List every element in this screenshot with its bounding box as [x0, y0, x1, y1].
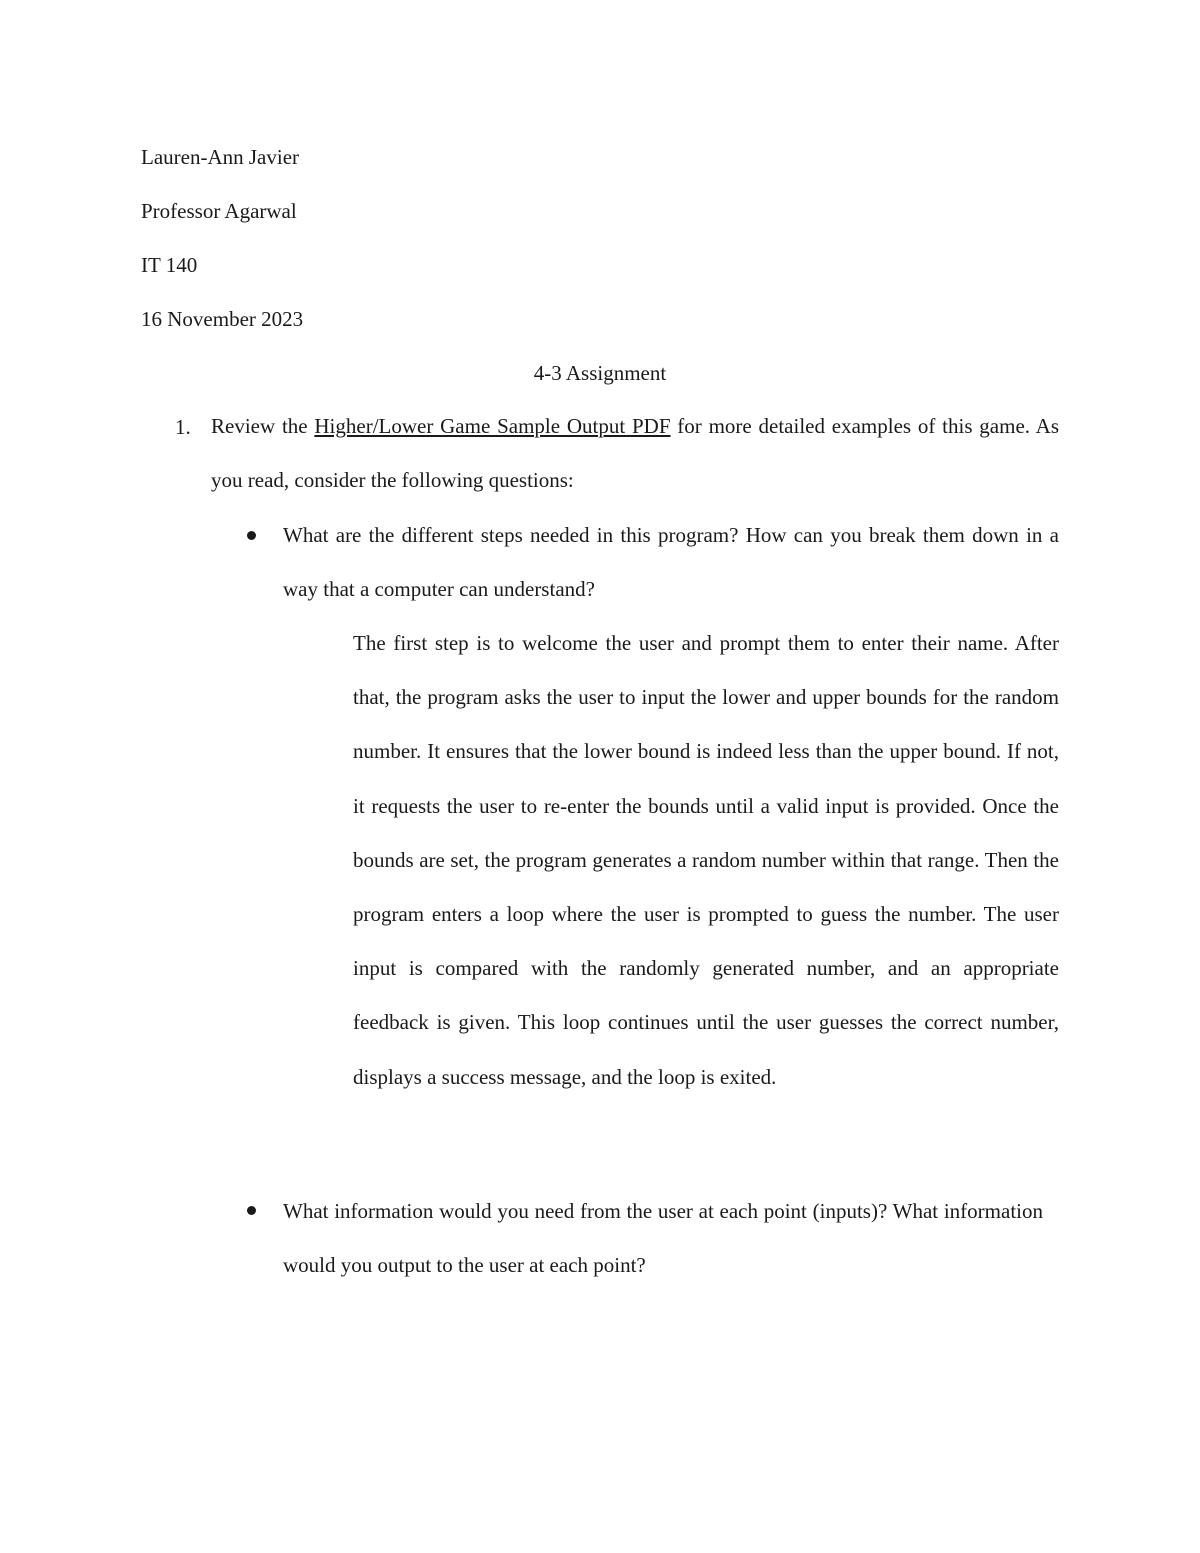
instructor-name: Professor Agarwal: [141, 199, 297, 223]
question-1: What are the different steps needed in this program? How can you break them down in a way that a computer can understand?: [283, 523, 1059, 602]
document-title: 4-3 Assignment: [533, 361, 667, 385]
question-2: What information would you need from the user at each point (inputs)? What information would you output to the user at each point?: [283, 1199, 1043, 1278]
item-text-before: Review the: [211, 414, 315, 438]
list-item-1-text: [211, 399, 1059, 507]
bullet-icon: [247, 1206, 256, 1215]
list-number: 1.: [175, 415, 191, 439]
author-name: Lauren-Ann Javier: [141, 145, 300, 169]
submission-date: 16 November 2023: [141, 307, 304, 331]
course-code: IT 140: [141, 253, 198, 277]
item-text-after: for more detailed examples of this game. As you read, consider the following questions:: [211, 414, 1059, 493]
answer-1: The first step is to welcome the user and prompt them to enter their name. After that, the program asks the user to input the lower and upper bounds for the random number. It ensures that the lower bound is indeed less than the upper bound. If not, it requests the user to re-enter the bounds until a valid input is provided. Once the bounds are set, the program generates a random number within that range. Then the program enters a loop where the user is prompted to guess the number. The user input is compared with the randomly generated number, and an appropriate feedback is given. This loop continues until the user guesses the correct number, displays a success message, and the loop is exited.: [353, 631, 1059, 1089]
bullet-icon: [247, 531, 256, 540]
sample-output-pdf-link[interactable]: Higher/Lower Game Sample Output PDF: [314, 414, 671, 438]
